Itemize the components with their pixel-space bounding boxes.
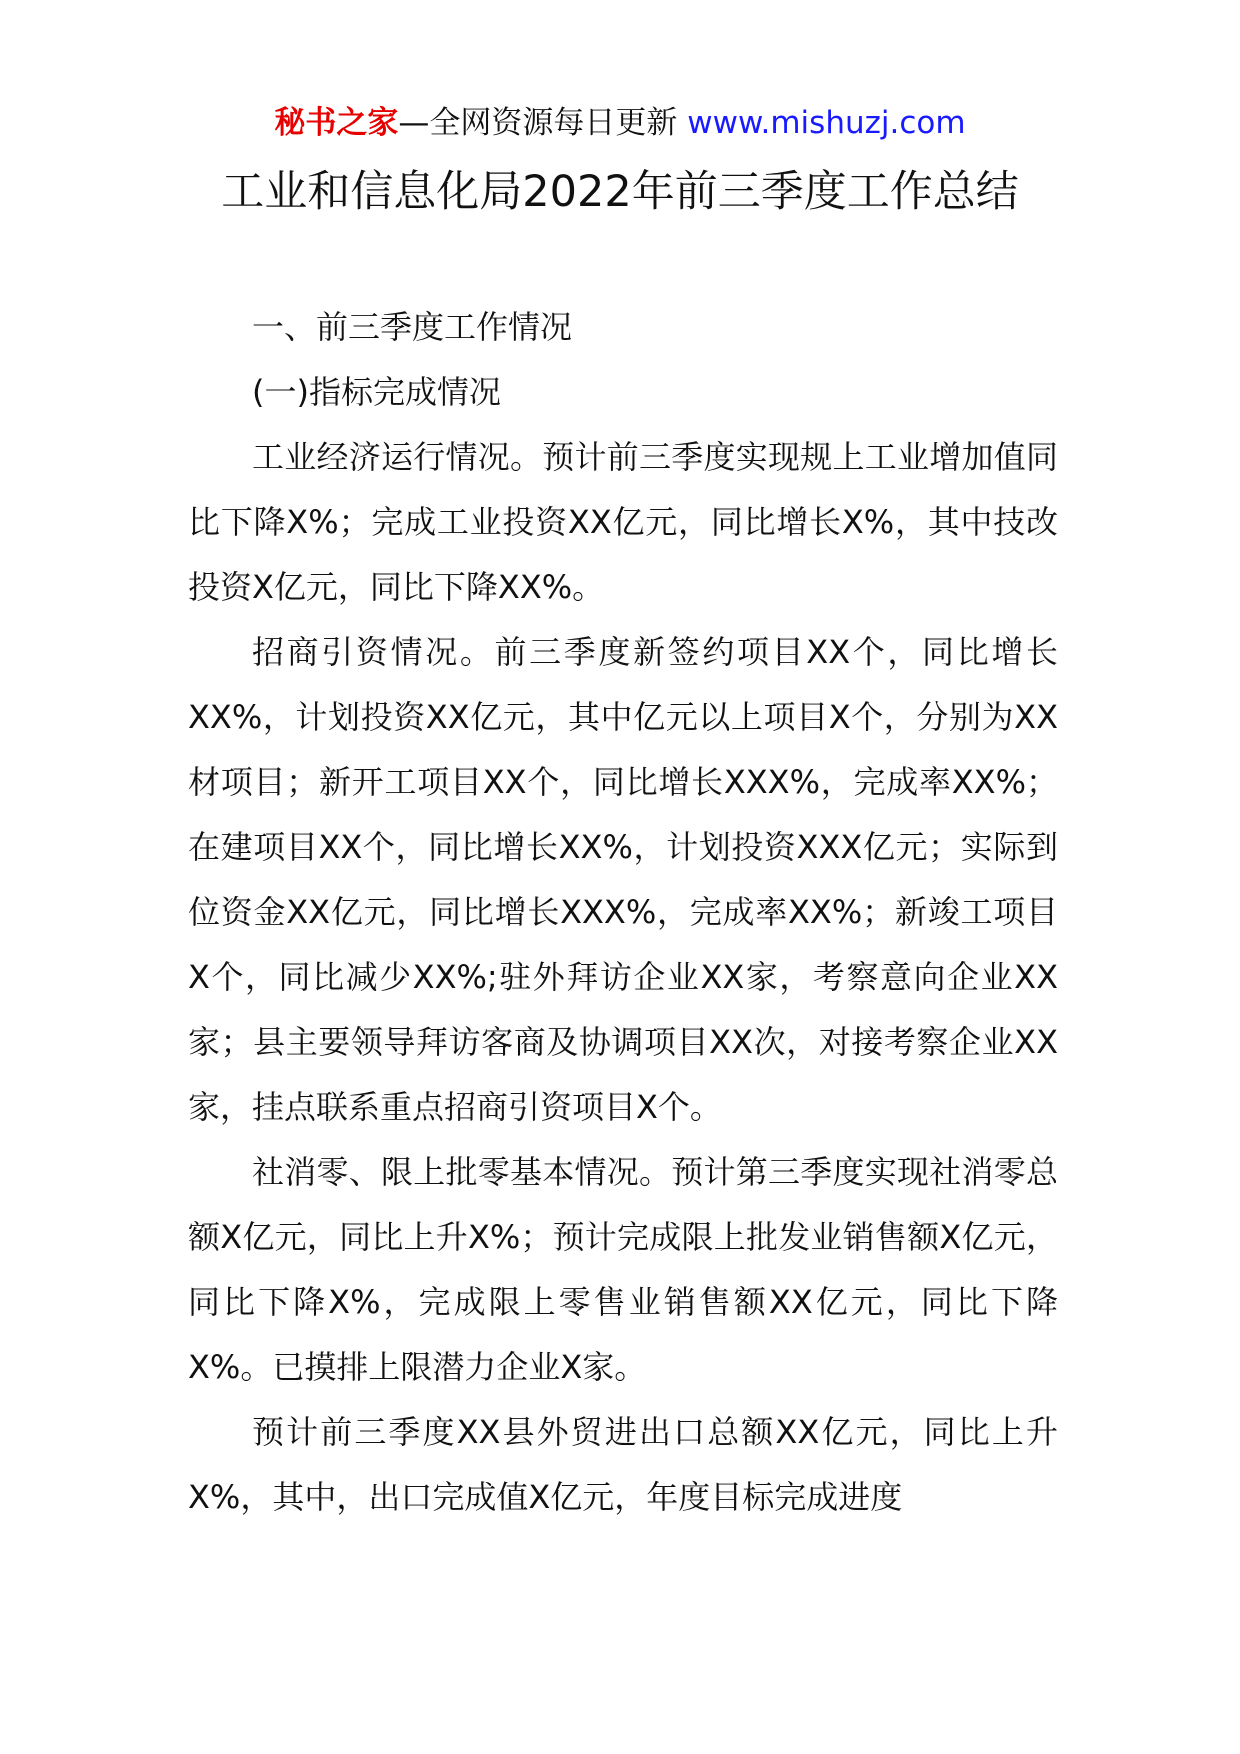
paragraph-retail-sales: 社消零、限上批零基本情况。预计第三季度实现社消零总额X亿元，同比上升X%；预计完成限上批发业销售额X亿元，同比下降X%，完成限上零售业销售额XX亿元，同比下降X%。已摸排上限潜力企业X家。 xyxy=(188,1153,1058,1386)
subsection-heading: (一)指标完成情况 xyxy=(252,373,501,411)
section-heading: 一、前三季度工作情况 xyxy=(252,308,573,346)
site-brand: 秘书之家 xyxy=(274,105,399,141)
paragraph-foreign-trade: 预计前三季度XX县外贸进出口总额XX亿元，同比上升X%，其中，出口完成值X亿元，年度目标完成进度 xyxy=(188,1413,1058,1516)
site-banner xyxy=(0,103,1240,143)
document-body xyxy=(188,295,1058,1530)
paragraph-industrial-economy: 工业经济运行情况。预计前三季度实现规上工业增加值同比下降X%；完成工业投资XX亿元，同比增长X%，其中技改投资X亿元，同比下降XX%。 xyxy=(188,438,1058,606)
site-tagline: —全网资源每日更新 xyxy=(398,105,678,141)
paragraph-investment-attraction: 招商引资情况。前三季度新签约项目XX个，同比增长XX%，计划投资XX亿元，其中亿元以上项目X个，分别为XX材项目；新开工项目XX个，同比增长XXX%，完成率XX%；在建项目XX个，同比增长XX%，计划投资XXX亿元；实际到位资金XX亿元，同比增长XXX%，完成率XX%；新竣工项目X个，同比减少XX%;驻外拜访企业XX家，考察意向企业XX家；县主要领导拜访客商及协调项目XX次，对接考察企业XX家，挂点联系重点招商引资项目X个。 xyxy=(188,633,1058,1126)
document-title: 工业和信息化局2022年前三季度工作总结 xyxy=(221,167,1019,217)
site-url-link[interactable]: www.mishuzj.com xyxy=(687,105,966,141)
